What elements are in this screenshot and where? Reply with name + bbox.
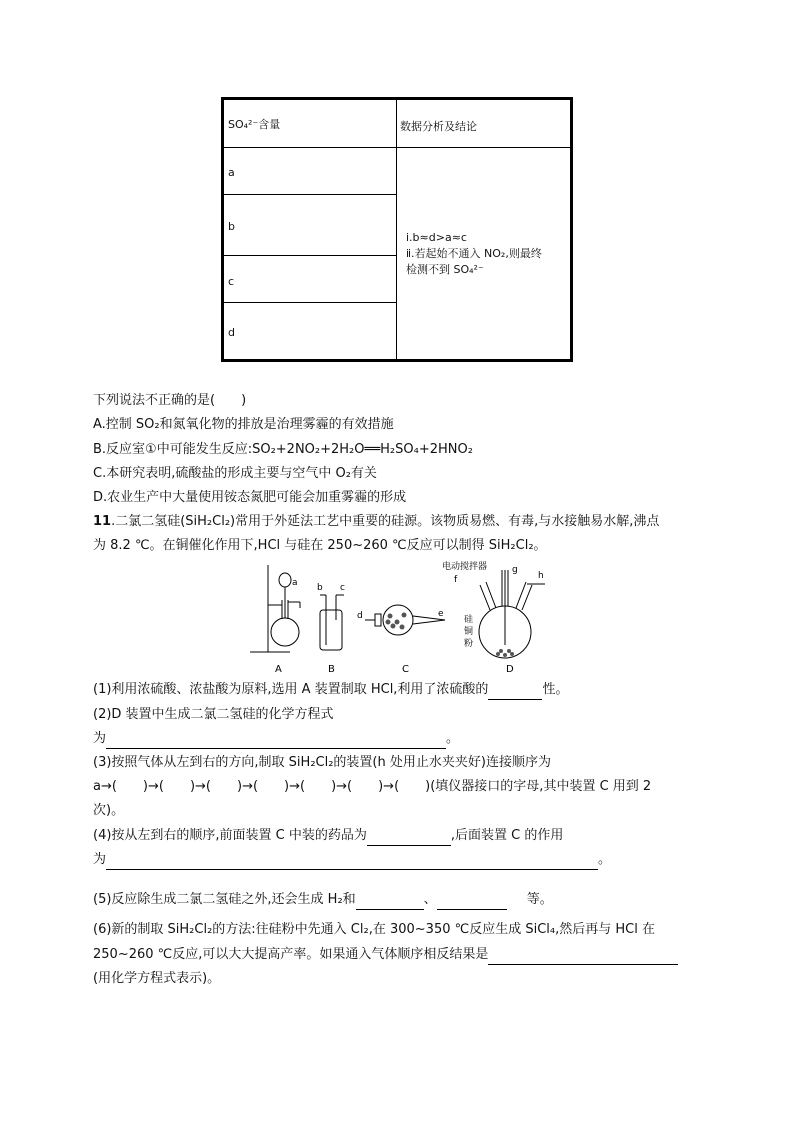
q11-part-4: (4)按从左到右的顺序,前面装置 C 中装的药品为 ,后面装置 C 的作用 [93, 826, 563, 846]
powder-label: 硅 [464, 615, 474, 625]
q11-part-2-answer: 为 。 [93, 729, 459, 749]
data-table [221, 97, 573, 362]
answer-blank[interactable] [437, 895, 507, 910]
table-row-line [224, 255, 396, 256]
answer-blank[interactable] [367, 831, 451, 846]
table-header-line [224, 147, 570, 148]
q10-stem: 下列说法不正确的是( ) [93, 393, 247, 408]
stirrer-label: 电动搅拌器 [442, 562, 488, 572]
answer-blank[interactable] [356, 895, 424, 910]
table-row-label: c [228, 275, 235, 288]
q11-part-1: (1)利用浓硫酸、浓盐酸为原料,选用 A 装置制取 HCl,利用了浓硫酸的 性。 [93, 680, 568, 700]
figure-label: A [275, 664, 282, 675]
port-label: f [454, 575, 458, 585]
port-label: d [357, 611, 363, 621]
table-divider [396, 100, 397, 359]
answer-blank[interactable] [106, 734, 446, 749]
table-header-right: 数据分析及结论 [400, 120, 477, 133]
q11-part-4-answer: 为 。 [93, 850, 611, 870]
conclusion-line: ⅰ.b≈d>a≈c [406, 231, 467, 244]
q11-part-2: (2)D 装置中生成二氯二氢硅的化学方程式 [93, 707, 334, 722]
table-header-left: SO₄²⁻含量 [228, 118, 281, 131]
q11-part-3: (3)按照气体从左到右的方向,制取 SiH₂Cl₂的装置(h 处用止水夹夹好)连接顺序为 [93, 755, 551, 770]
q11-part-3-end: 次)。 [93, 803, 125, 818]
q10-option-d: D.农业生产中大量使用铵态氮肥可能会加重雾霾的形成 [93, 490, 407, 505]
table-row-label: d [228, 326, 235, 339]
q11-intro: 11.二氯二氢硅(SiH₂Cl₂)常用于外延法工艺中重要的硅源。该物质易燃、有毒,与水接触易水解,沸点 [93, 514, 660, 529]
figure-label: D [506, 664, 514, 675]
port-label: h [538, 571, 544, 581]
q11-part-5: (5)反应除生成二氯二氢硅之外,还会生成 H₂和 、 等。 [93, 890, 553, 910]
flask-a [271, 618, 299, 646]
q11-part-6-end: (用化学方程式表示)。 [93, 971, 221, 986]
q11-part-3-sequence: a→( )→( )→( )→( )→( )→( )→( )(填仪器接口的字母,其中装置 C 用到 2 [93, 779, 652, 794]
port-label: e [438, 609, 444, 619]
table-row-label: a [228, 166, 235, 179]
table-row-line [224, 302, 396, 303]
table-row-label: b [228, 220, 235, 233]
q11-number: 11 [93, 514, 112, 529]
q10-option-b: B.反应室①中可能发生反应:SO₂+2NO₂+2H₂O══H₂SO₄+2HNO₂ [93, 442, 473, 457]
separatory-funnel [279, 573, 291, 587]
figure-label: C [402, 664, 409, 675]
q11-intro-2: 为 8.2 ℃。在铜催化作用下,HCl 与硅在 250~260 ℃反应可以制得 SiH₂Cl₂。 [93, 538, 547, 553]
answer-blank[interactable] [488, 950, 678, 965]
powder-label: 粉 [464, 639, 474, 649]
powder-label: 铜 [464, 627, 474, 637]
q11-part-6-answer: 250~260 ℃反应,可以大大提高产率。如果通入气体顺序相反结果是 [93, 945, 678, 965]
table-row-line [224, 194, 396, 195]
q10-option-c: C.本研究表明,硫酸盐的形成主要与空气中 O₂有关 [93, 466, 377, 481]
conclusion-line: 检测不到 SO₄²⁻ [406, 263, 484, 276]
port-label: a [292, 578, 298, 588]
figure-label: B [328, 664, 335, 675]
port-label: c [340, 583, 345, 593]
q11-part-6: (6)新的制取 SiH₂Cl₂的方法:往硅粉中先通入 Cl₂,在 300~350 ℃反应生成 SiCl₄,然后再与 HCl 在 [93, 922, 655, 937]
answer-blank[interactable] [106, 855, 598, 870]
port-label: b [317, 583, 323, 593]
q10-option-a: A.控制 SO₂和氮氧化物的排放是治理雾霾的有效措施 [93, 417, 394, 432]
port-label: g [512, 565, 518, 575]
silicon-copper-powder [386, 613, 515, 658]
conclusion-line: ⅱ.若起始不通入 NO₂,则最终 [406, 247, 542, 260]
wash-bottle-b [320, 610, 342, 650]
answer-blank[interactable] [488, 685, 542, 700]
apparatus-figure [240, 560, 560, 680]
